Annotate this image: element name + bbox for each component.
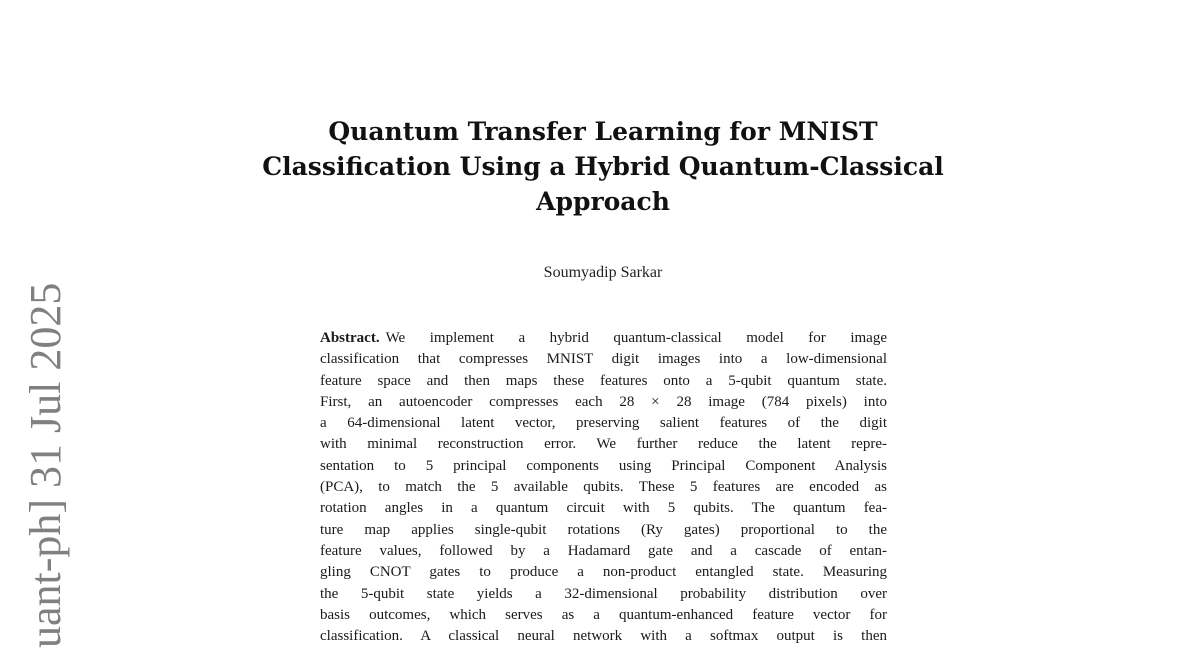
abstract-block	[320, 328, 887, 647]
author-name: Soumyadip Sarkar	[543, 264, 663, 281]
arxiv-identifier-stamp: uant-ph] 31 Jul 2025	[21, 282, 70, 648]
abstract-line: classification that compresses MNIST digit images into a low-dimensional	[320, 351, 887, 368]
abstract-line: ture map applies single-qubit rotations (Ry gates) proportional to the	[320, 521, 887, 538]
title-line: Approach	[536, 187, 670, 216]
abstract-line: basis outcomes, which serves as a quantum-enhanced feature vector for	[320, 606, 887, 623]
title-line: Classification Using a Hybrid Quantum-Classical	[262, 152, 944, 181]
abstract-line: First, an autoencoder compresses each 28 × 28 image (784 pixels) into	[320, 393, 887, 410]
abstract-line: a 64-dimensional latent vector, preserving salient features of the digit	[320, 415, 887, 432]
abstract-text: We implement a hybrid quantum-classical model for image	[385, 330, 887, 346]
abstract-line: rotation angles in a quantum circuit with 5 qubits. The quantum fea-	[320, 500, 887, 517]
paper-title	[260, 114, 946, 219]
title-line: Quantum Transfer Learning for MNIST	[328, 117, 878, 146]
abstract-line: with minimal reconstruction error. We further reduce the latent repre-	[320, 436, 887, 453]
abstract-line: classification. A classical neural network with a softmax output is then	[320, 628, 887, 645]
abstract-line: gling CNOT gates to produce a non-product entangled state. Measuring	[320, 564, 887, 581]
abstract-line: feature space and then maps these features onto a 5-qubit quantum state.	[320, 372, 887, 389]
abstract-heading: Abstract.	[320, 330, 380, 346]
abstract-line: the 5-qubit state yields a 32-dimensional probability distribution over	[320, 585, 887, 602]
abstract-line: feature values, followed by a Hadamard gate and a cascade of entan-	[320, 542, 887, 559]
abstract-line: (PCA), to match the 5 available qubits. These 5 features are encoded as	[320, 479, 887, 496]
abstract-line	[320, 328, 887, 349]
abstract-line: sentation to 5 principal components using Principal Component Analysis	[320, 457, 887, 474]
